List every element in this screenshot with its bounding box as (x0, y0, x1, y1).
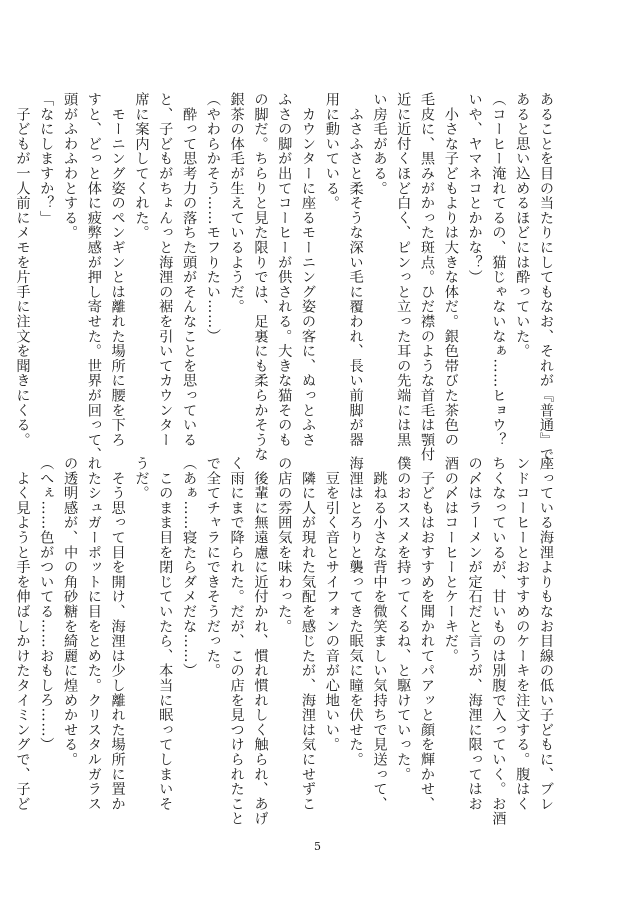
text-line: く雨にまで降られた。だが、この店を見つけられたこと (228, 456, 245, 826)
text-line: い房毛がある。 (371, 92, 388, 196)
text-line: ンドコーヒーとおすすめのケーキを注文する。腹はく (514, 456, 531, 812)
text-line: 座っている海浬よりもなお目線の低い子どもに、ブレ (538, 456, 554, 812)
page-number: 5 (314, 840, 321, 853)
text-line: 小さな子どもよりは大きな体だ。銀色帯びた茶色の (442, 92, 459, 448)
text-line: このまま目を閉じていたら、本当に眠ってしまいそ (157, 456, 174, 812)
text-line: れたシュガーポットに目をとめた。クリスタルガラス (85, 456, 102, 812)
text-line: 僕のおススメを持ってくるね、と駆けていった。 (395, 456, 412, 782)
text-line: うだ。 (133, 456, 150, 501)
lower-text-block (14, 456, 557, 826)
text-line: モーニング姿のペンギンとは離れた場所に腰を下ろ (109, 92, 126, 448)
text-line: と、子どもがちょんっと海浬の裾を引いてカウンター (157, 92, 174, 448)
text-line: ふさふさと柔そうな深い毛に覆われ、長い前脚が器 (347, 92, 364, 448)
text-line: 用に動いている。 (323, 92, 340, 211)
text-line: 「なにしますか？」 (38, 92, 55, 226)
text-line: の店の雰囲気を味わった。 (276, 456, 293, 634)
text-line: 近に近付くほど白く、ピンっと立った耳の先端には黒 (395, 92, 412, 448)
text-line: あることを目の当たりにしてもなお、それが『普通』で (538, 92, 554, 462)
text-line: 酔って思考力の落ちた頭がそんなことを思っている (181, 92, 198, 448)
text-line: 豆を引く音とサイフォンの音が心地いい。 (323, 456, 340, 752)
text-line: の透明感が、中の角砂糖を綺麗に煌めかせる。 (62, 456, 79, 767)
text-line: 毛皮に、黒みがかった斑点。ひだ襟のような首毛は顎付 (419, 92, 436, 462)
text-line: あると思い込めるほどには酔っていた。 (514, 92, 531, 359)
text-line: 後輩に無遠慮に近付かれ、慣れ慣れしく触られ、あげ (252, 456, 269, 826)
text-line: 席に案内してくれた。 (133, 92, 150, 240)
text-line: の〆はラーメンが定石だと言うが、海浬に限ってはお (466, 456, 483, 812)
upper-text-block (14, 92, 557, 462)
text-line: そう思って目を開け、海浬は少し離れた場所に置か (109, 456, 126, 812)
text-line: 海浬はとろりと襲ってきた眠気に瞳を伏せた。 (347, 456, 364, 767)
text-line: （やわらかそう……モフりたい……） (204, 92, 221, 344)
text-line: の脚だ。ちらりと見た限りでは、足裏にも柔らかそうな (252, 92, 269, 462)
text-line: いや、ヤマネコとかかな？） (466, 92, 483, 285)
text-line: 跳ねる小さな背中を微笑ましい気持ちで見送って、 (371, 456, 388, 812)
text-line: すと、どっと体に疲弊感が押し寄せた。世界が回って、 (85, 92, 102, 462)
text-line: よく見ようと手を伸ばしかけたタイミングで、子ど (14, 456, 31, 812)
text-line: （コーヒー淹れてるの、猫じゃないなぁ……ヒョウ？ (490, 92, 507, 448)
text-line: カウンターに座るモーニング姿の客に、ぬっとふさ (300, 92, 317, 448)
text-line: 銀茶の体毛が生えているようだ。 (228, 92, 245, 314)
text-line: 子どもはおすすめを聞かれてパアッと顔を輝かせ、 (419, 456, 436, 812)
text-line: 頭がふわふわとする。 (62, 92, 79, 240)
text-line: 子どもが一人前にメモを片手に注文を聞きにくる。 (14, 92, 31, 448)
text-line: （あぁ……寝たらダメだな……） (181, 456, 198, 678)
text-line: ちくなっているが、甘いものは別腹で入っていく。お酒 (490, 456, 507, 826)
text-line: （へぇ……色がついてる……おもしろ……） (38, 456, 55, 752)
text-line: 隣に人が現れた気配を感じたが、海浬は気にせずこ (300, 456, 317, 812)
text-line: 酒の〆はコーヒーとケーキだ。 (442, 456, 459, 664)
text-line: ふさの脚が出てコーヒーが供される。大きな猫そのも (276, 92, 293, 448)
text-line: で全てチャラにできそうだった。 (204, 456, 221, 678)
